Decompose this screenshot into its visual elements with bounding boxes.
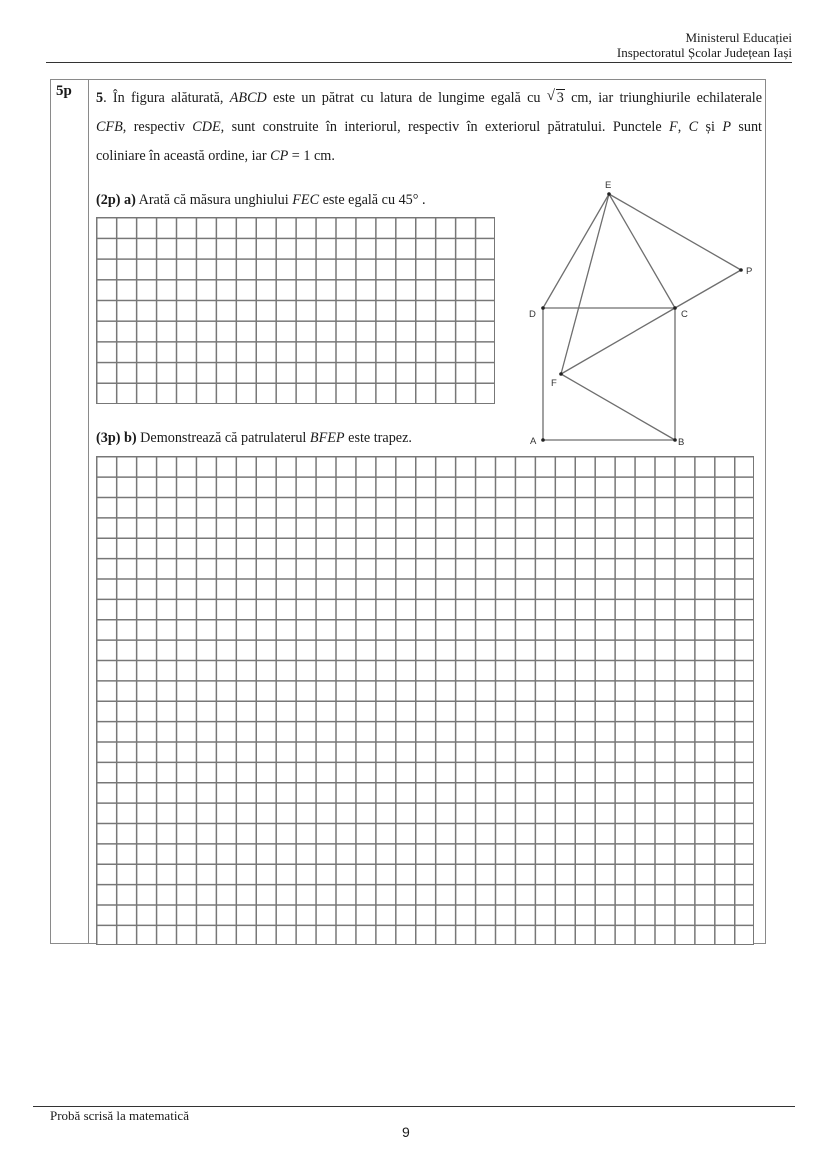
geometry-figure xyxy=(515,170,775,455)
answer-grid-a[interactable] xyxy=(96,217,495,404)
point-p: P xyxy=(722,119,731,135)
text: sunt xyxy=(730,119,763,135)
point-f: F xyxy=(669,119,678,135)
text: este trapez. xyxy=(344,430,412,446)
segment-cp: CP xyxy=(270,148,289,164)
task-a xyxy=(96,192,426,209)
point-c-marker xyxy=(673,306,677,310)
segment-ep xyxy=(609,194,741,270)
label-b: B xyxy=(678,437,685,448)
angle-fec: FEC xyxy=(292,192,320,208)
task-b-letter: b) xyxy=(123,430,137,446)
task-b xyxy=(96,430,412,447)
footer-exam-title: Probă scrisă la matematică xyxy=(50,1108,189,1123)
header-ministry: Ministerul Educației xyxy=(685,30,792,45)
problem-statement xyxy=(96,84,762,171)
radicand: 3 xyxy=(556,90,564,106)
point-f-marker xyxy=(559,372,563,376)
segment-ec xyxy=(609,194,675,308)
segment-fc xyxy=(561,308,675,374)
task-a-letter: a) xyxy=(123,192,136,208)
point-d-marker xyxy=(541,306,545,310)
task-a-points: (2p) xyxy=(96,192,121,208)
label-e: E xyxy=(605,180,612,191)
text: coliniare în această ordine, iar xyxy=(96,148,271,164)
label-a: A xyxy=(530,436,537,447)
problem-points: 5p xyxy=(56,83,72,99)
header-inspectorate: Inspectoratul Școlar Județean Iași xyxy=(616,45,792,60)
label-d: D xyxy=(529,309,536,320)
text: este egală cu 45° . xyxy=(319,192,426,208)
text: , respectiv xyxy=(122,119,193,135)
segment-ef xyxy=(561,194,609,374)
text: și xyxy=(698,119,723,135)
point-e-marker xyxy=(607,192,611,196)
label-c: C xyxy=(681,309,688,320)
page-number: 9 xyxy=(402,1124,410,1140)
text: , xyxy=(677,119,689,135)
text: = 1 cm. xyxy=(288,148,335,164)
quadrilateral-bfep: BFEP xyxy=(309,430,345,446)
text: . În figura alăturată, xyxy=(103,90,230,106)
task-b-points: (3p) xyxy=(96,430,121,446)
statement-line-3 xyxy=(96,142,762,171)
statement-line-2 xyxy=(96,113,762,142)
triangle-cde: CDE xyxy=(192,119,221,135)
point-p-marker xyxy=(739,268,743,272)
text: este un pătrat cu latura de lungime egală cu xyxy=(266,90,547,106)
label-f: F xyxy=(551,378,557,389)
point-a-marker xyxy=(541,438,545,442)
segment-de xyxy=(543,194,609,308)
segment-cp xyxy=(675,270,741,308)
header-divider xyxy=(46,62,792,63)
segment-fb xyxy=(561,374,675,440)
points-column-divider xyxy=(88,79,89,944)
problem-number: 5 xyxy=(96,90,104,106)
radical-sign-icon: √ xyxy=(546,88,555,104)
answer-grid-b[interactable] xyxy=(96,456,754,945)
point-c: C xyxy=(688,119,699,135)
label-p: P xyxy=(746,266,753,277)
sqrt-expression xyxy=(547,84,565,113)
square-name: ABCD xyxy=(229,90,267,106)
text: Demonstrează că patrulaterul xyxy=(136,430,310,446)
point-b-marker xyxy=(673,438,677,442)
text: , sunt construite în interiorul, respectiv în exteriorul pătratului. Punctele xyxy=(220,119,670,135)
text: cm, iar triunghiurile echilaterale xyxy=(564,90,762,106)
text: Arată că măsura unghiului xyxy=(135,192,293,208)
triangle-cfb: CFB xyxy=(96,119,123,135)
footer-divider xyxy=(33,1106,795,1107)
statement-line-1 xyxy=(96,84,762,113)
